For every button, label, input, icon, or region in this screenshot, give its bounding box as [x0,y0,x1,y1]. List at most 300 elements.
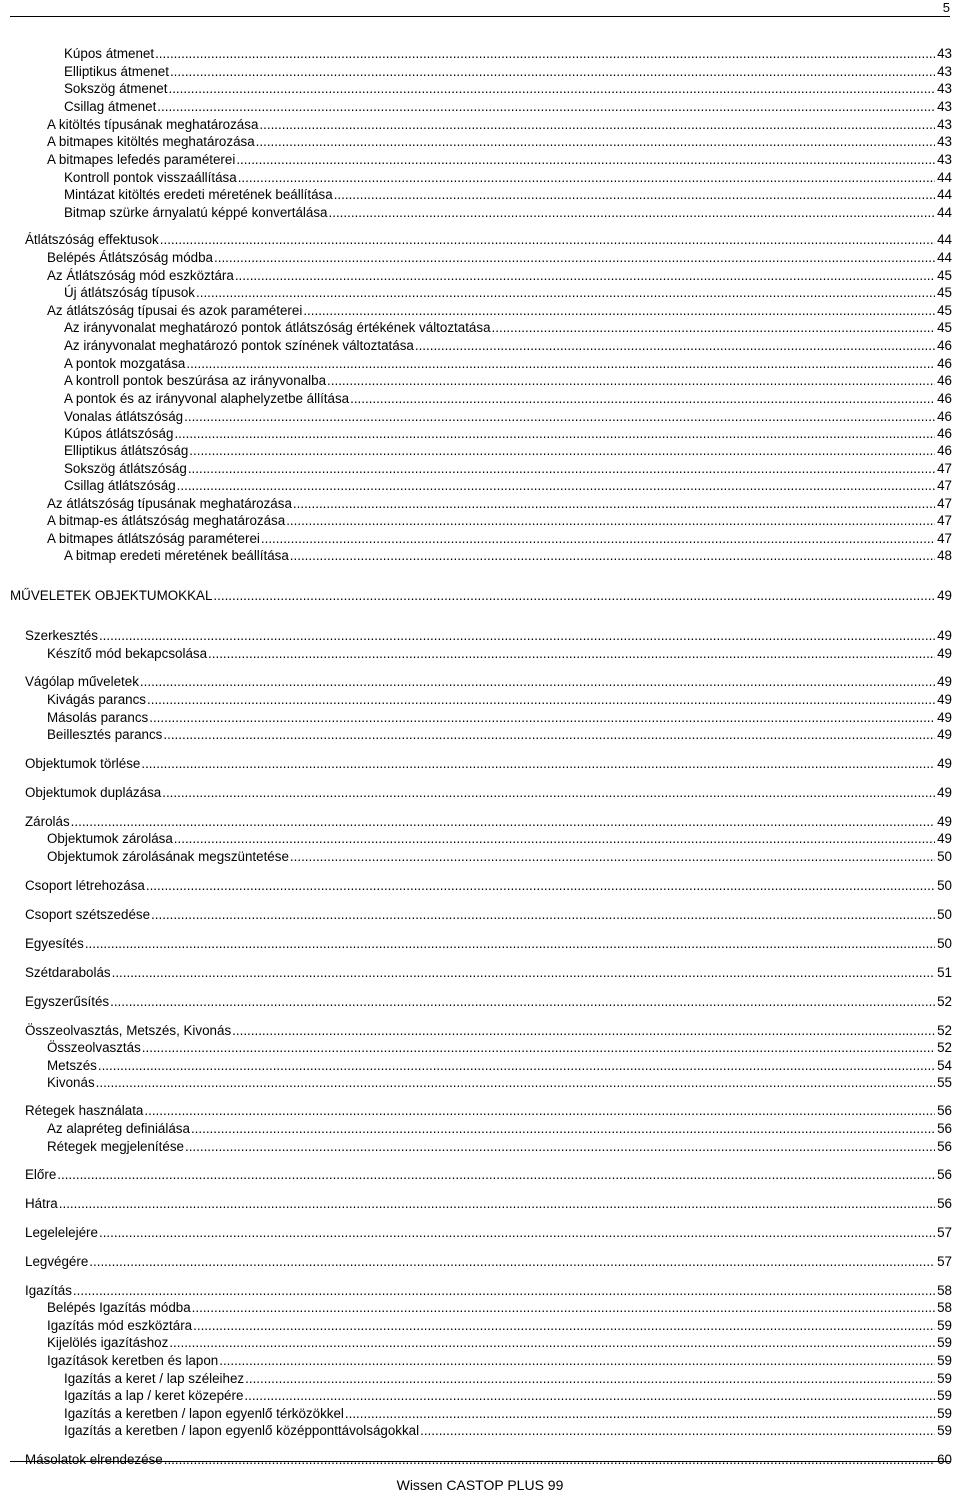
toc-row[interactable] [0,151,960,169]
toc-entry-title: Hátra [25,1196,58,1211]
toc-entry-page-number: 50 [937,849,952,864]
toc-entry-title: Kontroll pontok visszaállítása [64,170,237,185]
toc-entry[interactable] [25,755,952,773]
dot-leader [235,267,935,285]
toc-entry-title: MŰVELETEK OBJEKTUMOKKAL [10,588,213,603]
toc-row[interactable] [0,1022,960,1040]
dot-leader [142,1039,935,1057]
dot-leader [170,63,935,81]
toc-entry-page-number: 56 [937,1139,952,1154]
toc-entry-title: Másolás parancs [47,710,149,725]
toc-entry-page-number: 57 [937,1254,952,1269]
toc-entry-page-number: 56 [937,1167,952,1182]
dot-leader [290,848,935,866]
toc-entry-title: Objektumok törlése [25,756,141,771]
dot-leader [149,709,935,727]
toc-entry-title: Igazítás [25,1283,72,1298]
toc-entry-page-number: 45 [937,285,952,300]
dot-leader [184,408,935,426]
toc-entry[interactable] [47,302,952,320]
toc-entry[interactable] [47,1138,952,1156]
toc-entry[interactable] [25,784,952,802]
toc-row[interactable] [0,1317,960,1335]
toc-entry-page-number: 50 [937,936,952,951]
toc-entry-page-number: 49 [937,756,952,771]
toc-row[interactable] [0,302,960,320]
toc-entry-title: Új átlátszóság típusok [64,285,195,300]
toc-row[interactable] [0,645,960,663]
toc-entry-title: Zárolás [25,814,70,829]
toc-row[interactable] [0,512,960,530]
toc-row[interactable] [0,935,960,953]
dot-leader [186,355,935,373]
toc-entry-page-number: 49 [937,628,952,643]
dot-leader [219,1352,935,1370]
dot-leader [232,1022,935,1040]
dot-leader [164,1451,935,1469]
toc-row[interactable] [0,830,960,848]
toc-entry-title: Kijelölés igazításhoz [47,1335,169,1350]
toc-entry-title: A bitmapes lefedés paraméterei [47,152,236,167]
toc-row[interactable] [0,45,960,63]
toc-entry-page-number: 49 [937,831,952,846]
toc-row[interactable] [0,1352,960,1370]
toc-entry-page-number: 56 [937,1121,952,1136]
toc-row[interactable] [0,1253,960,1271]
toc-row[interactable] [0,337,960,355]
toc-entry[interactable] [64,45,952,63]
toc-row[interactable] [0,1282,960,1300]
dot-leader [420,1422,935,1440]
toc-entry-title: Objektumok zárolásának megszüntetése [47,849,289,864]
toc-row[interactable] [0,80,960,98]
toc-entry[interactable] [64,80,952,98]
toc-entry-page-number: 45 [937,303,952,318]
toc-entry-page-number: 43 [937,64,952,79]
toc-row[interactable] [0,848,960,866]
toc-row[interactable] [0,530,960,548]
toc-row[interactable] [0,249,960,267]
dot-leader [99,627,935,645]
toc-entry-page-number: 46 [937,409,952,424]
toc-entry[interactable] [64,425,952,443]
dot-leader [189,442,935,460]
dot-leader [208,645,935,663]
page-number: 5 [942,0,950,15]
toc-row[interactable] [0,1138,960,1156]
toc-row[interactable] [0,63,960,81]
toc-row[interactable] [0,460,960,478]
toc-entry[interactable] [64,547,952,565]
toc-entry-title: Vonalas átlátszóság [64,409,184,424]
toc-entry[interactable] [64,284,952,302]
toc-entry-title: Kúpos átlátszóság [64,426,174,441]
toc-entry-page-number: 49 [937,727,952,742]
toc-entry[interactable] [47,1039,952,1057]
dot-leader [214,249,935,267]
toc-entry[interactable] [47,151,952,169]
dot-leader [193,1317,935,1335]
toc-entry[interactable] [25,964,952,982]
toc-entry-title: Igazítások keretben és lapon [47,1353,219,1368]
dot-leader [96,1074,935,1092]
toc-entry-title: Igazítás a keret / lap széleihez [64,1371,245,1386]
toc-row[interactable] [0,1166,960,1184]
toc-row[interactable] [0,284,960,302]
toc-entry-title: Összeolvasztás [47,1040,141,1055]
toc-row[interactable] [0,1074,960,1092]
toc-entry-page-number: 49 [937,646,952,661]
toc-row[interactable] [0,495,960,513]
toc-row[interactable] [0,355,960,373]
toc-entry-title: A bitmap eredeti méretének beállítása [64,548,289,563]
dot-leader [174,830,935,848]
dot-leader [112,964,935,982]
toc-row[interactable] [0,169,960,187]
toc-entry-page-number: 47 [937,478,952,493]
toc-entry-title: Vágólap műveletek [25,674,139,689]
toc-entry-page-number: 59 [937,1353,952,1368]
toc-entry-title: Az Átlátszóság mód eszköztára [47,268,234,283]
dot-leader [303,302,935,320]
toc-entry[interactable] [25,877,952,895]
dot-leader [85,935,935,953]
toc-entry-page-number: 59 [937,1388,952,1403]
dot-leader [59,1195,935,1213]
toc-entry[interactable] [47,495,952,513]
toc-row[interactable] [0,1422,960,1440]
footer-text: Wissen CASTOP PLUS 99 [396,1477,564,1493]
toc-row[interactable] [0,906,960,924]
toc-entry-page-number: 44 [937,250,952,265]
dot-leader [261,530,935,548]
toc-entry[interactable] [25,1195,952,1213]
toc-entry-title: Belépés Igazítás módba [47,1300,191,1315]
toc-entry-page-number: 54 [937,1058,952,1073]
toc-entry-title: Igazítás a keretben / lapon egyenlő térközökkel [64,1406,344,1421]
toc-row[interactable] [0,425,960,443]
toc-row[interactable] [0,755,960,773]
dot-leader [238,169,935,187]
dot-leader [174,425,935,443]
toc-entry[interactable] [47,116,952,134]
toc-entry-page-number: 59 [937,1406,952,1421]
toc-entry[interactable] [25,1253,952,1271]
toc-entry-title: A bitmap-es átlátszóság meghatározása [47,513,286,528]
dot-leader [334,186,935,204]
toc-row[interactable] [0,1451,960,1469]
toc-entry[interactable] [64,204,952,222]
toc-row[interactable] [0,964,960,982]
toc-row[interactable] [0,1334,960,1352]
toc-entry-page-number: 43 [937,81,952,96]
toc-entry[interactable] [47,1352,952,1370]
toc-row[interactable] [0,726,960,744]
dot-leader [256,133,935,151]
toc-entry[interactable] [64,1387,952,1405]
toc-entry[interactable] [47,1317,952,1335]
toc-entry-title: Egyszerűsítés [25,994,110,1009]
toc-entry-page-number: 60 [937,1452,952,1467]
toc-row[interactable] [0,1195,960,1213]
dot-leader [144,1102,935,1120]
toc-entry-page-number: 50 [937,878,952,893]
header-rule [10,16,950,17]
toc-entry[interactable] [25,1166,952,1184]
toc-entry[interactable] [25,906,952,924]
toc-entry-page-number: 47 [937,531,952,546]
toc-entry-page-number: 47 [937,496,952,511]
toc-entry-page-number: 52 [937,1023,952,1038]
toc-entry[interactable] [25,1451,952,1469]
toc-row[interactable] [0,1370,960,1388]
toc-entry-title: Kivágás parancs [47,692,146,707]
toc-entry[interactable] [25,935,952,953]
toc-entry-page-number: 59 [937,1318,952,1333]
toc-entry-page-number: 49 [937,674,952,689]
toc-entry[interactable] [47,645,952,663]
toc-entry-page-number: 43 [937,46,952,61]
toc-entry[interactable] [47,133,952,151]
toc-entry-page-number: 50 [937,907,952,922]
toc-entry-page-number: 47 [937,513,952,528]
toc-entry-title: Rétegek használata [25,1103,144,1118]
toc-entry-page-number: 46 [937,426,952,441]
toc-entry-title: Csoport létrehozása [25,878,145,893]
toc-row[interactable] [0,1387,960,1405]
toc-entry-page-number: 46 [937,373,952,388]
toc-row[interactable] [0,993,960,1011]
toc-row[interactable] [0,116,960,134]
toc-entry[interactable] [10,587,952,605]
dot-leader [160,231,935,249]
toc-row[interactable] [0,877,960,895]
toc-entry[interactable] [64,460,952,478]
dot-leader [244,1387,935,1405]
dot-leader [73,1282,935,1300]
toc-row[interactable] [0,709,960,727]
toc-entry-page-number: 49 [937,785,952,800]
toc-entry-title: A pontok és az irányvonal alaphelyzetbe állítása [64,391,350,406]
toc-entry[interactable] [47,1057,952,1075]
toc-entry-title: Átlátszóság effektusok [25,232,159,247]
toc-entry[interactable] [25,1224,952,1242]
dot-leader [286,512,935,530]
toc-row[interactable] [0,1102,960,1120]
toc-entry[interactable] [64,169,952,187]
toc-entry-title: Objektumok duplázása [25,785,162,800]
toc-entry-page-number: 55 [937,1075,952,1090]
toc-entry-title: Kúpos átmenet [64,46,155,61]
toc-entry-title: A kontroll pontok beszúrása az irányvonalba [64,373,327,388]
toc-entry[interactable] [64,98,952,116]
toc-entry[interactable] [64,442,952,460]
toc-entry[interactable] [47,830,952,848]
toc-entry-title: Szerkesztés [25,628,98,643]
dot-leader [345,1405,935,1423]
toc-entry-page-number: 49 [937,814,952,829]
toc-entry-title: Mintázat kitöltés eredeti méretének beállítása [64,187,333,202]
toc-entry-title: Sokszög átlátszóság [64,461,187,476]
dot-leader [155,45,935,63]
toc-row[interactable] [0,186,960,204]
toc-row[interactable] [0,1057,960,1075]
toc-row[interactable] [0,133,960,151]
toc-entry[interactable] [47,530,952,548]
toc-entry[interactable] [64,1405,952,1423]
toc-row[interactable] [0,231,960,249]
dot-leader [177,477,935,495]
toc-entry[interactable] [25,1282,952,1300]
toc-entry[interactable] [25,1102,952,1120]
toc-entry[interactable] [64,408,952,426]
toc-row[interactable] [0,547,960,565]
dot-leader [140,673,935,691]
toc-entry[interactable] [47,848,952,866]
toc-row[interactable] [0,204,960,222]
dot-leader [99,1224,935,1242]
footer-rule [10,1461,950,1462]
toc-entry-title: Beillesztés parancs [47,727,163,742]
toc-entry[interactable] [64,186,952,204]
toc-entry-title: Csillag átmenet [64,99,157,114]
toc-entry-page-number: 45 [937,320,952,335]
dot-leader [492,319,936,337]
toc-entry-page-number: 51 [937,965,952,980]
toc-row[interactable] [0,98,960,116]
toc-entry-page-number: 48 [937,548,952,563]
toc-row[interactable] [0,1120,960,1138]
toc-entry-page-number: 45 [937,268,952,283]
toc-entry[interactable] [47,1074,952,1092]
toc-entry-page-number: 49 [937,710,952,725]
toc-entry-page-number: 58 [937,1283,952,1298]
toc-entry-title: Az irányvonalat meghatározó pontok átlátszóság értékének változtatása [64,320,491,335]
toc-entry[interactable] [64,1422,952,1440]
toc-entry[interactable] [47,1334,952,1352]
toc-entry[interactable] [47,691,952,709]
toc-entry-title: Legelelejére [25,1225,98,1240]
toc-row[interactable] [0,587,960,605]
toc-row[interactable] [0,1039,960,1057]
toc-entry[interactable] [64,337,952,355]
dot-leader [293,495,935,513]
dot-leader [162,784,935,802]
dot-leader [327,372,935,390]
toc-entry-title: Az alapréteg definiálása [47,1121,190,1136]
dot-leader [146,877,935,895]
toc-row[interactable] [0,477,960,495]
toc-row[interactable] [0,319,960,337]
toc-entry-page-number: 46 [937,391,952,406]
toc-entry-page-number: 59 [937,1335,952,1350]
toc-entry[interactable] [64,372,952,390]
dot-leader [192,1299,935,1317]
toc-entry[interactable] [25,993,952,1011]
dot-leader [245,1370,935,1388]
toc-entry-page-number: 59 [937,1371,952,1386]
toc-entry-title: Csoport szétszedése [25,907,151,922]
toc-entry[interactable] [25,673,952,691]
toc-row[interactable] [0,372,960,390]
toc-row[interactable] [0,1224,960,1242]
dot-leader [71,813,935,831]
toc-entry[interactable] [64,319,952,337]
toc-entry-page-number: 59 [937,1423,952,1438]
toc-entry-page-number: 44 [937,187,952,202]
toc-entry-title: A bitmapes kitöltés meghatározása [47,134,255,149]
toc-entry[interactable] [47,709,952,727]
toc-row[interactable] [0,813,960,831]
toc-row[interactable] [0,784,960,802]
toc-entry[interactable] [64,63,952,81]
toc-entry[interactable] [64,390,952,408]
toc-entry[interactable] [47,249,952,267]
toc-entry[interactable] [25,813,952,831]
dot-leader [290,547,935,565]
toc-entry[interactable] [47,512,952,530]
toc-entry-page-number: 46 [937,443,952,458]
toc-entry-page-number: 52 [937,994,952,1009]
dot-leader [188,460,935,478]
toc-entry[interactable] [25,627,952,645]
toc-entry[interactable] [25,1022,952,1040]
toc-entry-title: Rétegek megjelenítése [47,1139,184,1154]
dot-leader [259,116,935,134]
toc-entry-title: Sokszög átmenet [64,81,168,96]
toc-row[interactable] [0,627,960,645]
toc-entry-page-number: 56 [937,1196,952,1211]
toc-row[interactable] [0,442,960,460]
dot-leader [141,755,935,773]
dot-leader [236,151,935,169]
dot-leader [415,337,935,355]
toc-entry[interactable] [47,1120,952,1138]
toc-entry[interactable] [64,1370,952,1388]
toc-entry-title: Az átlátszóság típusának meghatározása [47,496,292,511]
toc-entry-title: Egyesítés [25,936,84,951]
toc-entry-title: Elliptikus átlátszóság [64,443,189,458]
toc-entry-title: Az irányvonalat meghatározó pontok színének változtatása [64,338,414,353]
toc-entry[interactable] [64,477,952,495]
toc-entry[interactable] [47,726,952,744]
toc-entry-title: Belépés Átlátszóság módba [47,250,213,265]
dot-leader [329,204,936,222]
toc-row[interactable] [0,390,960,408]
toc-entry-title: Bitmap szürke árnyalatú képpé konvertálása [64,205,328,220]
dot-leader [98,1057,935,1075]
toc-row[interactable] [0,1405,960,1423]
dot-leader [163,726,935,744]
toc-entry[interactable] [47,267,952,285]
toc-entry[interactable] [64,355,952,373]
toc-entry-title: Igazítás mód eszköztára [47,1318,193,1333]
toc-entry-page-number: 43 [937,99,952,114]
toc-row[interactable] [0,1299,960,1317]
toc-row[interactable] [0,691,960,709]
toc-entry-title: Objektumok zárolása [47,831,173,846]
toc-entry-title: Elliptikus átmenet [64,64,169,79]
toc-row[interactable] [0,408,960,426]
toc-entry-page-number: 44 [937,232,952,247]
dot-leader [157,98,935,116]
toc-row[interactable] [0,267,960,285]
toc-entry-title: A pontok mozgatása [64,356,186,371]
toc-entry[interactable] [47,1299,952,1317]
toc-entry-page-number: 43 [937,152,952,167]
toc-row[interactable] [0,673,960,691]
toc-entry[interactable] [25,231,952,249]
